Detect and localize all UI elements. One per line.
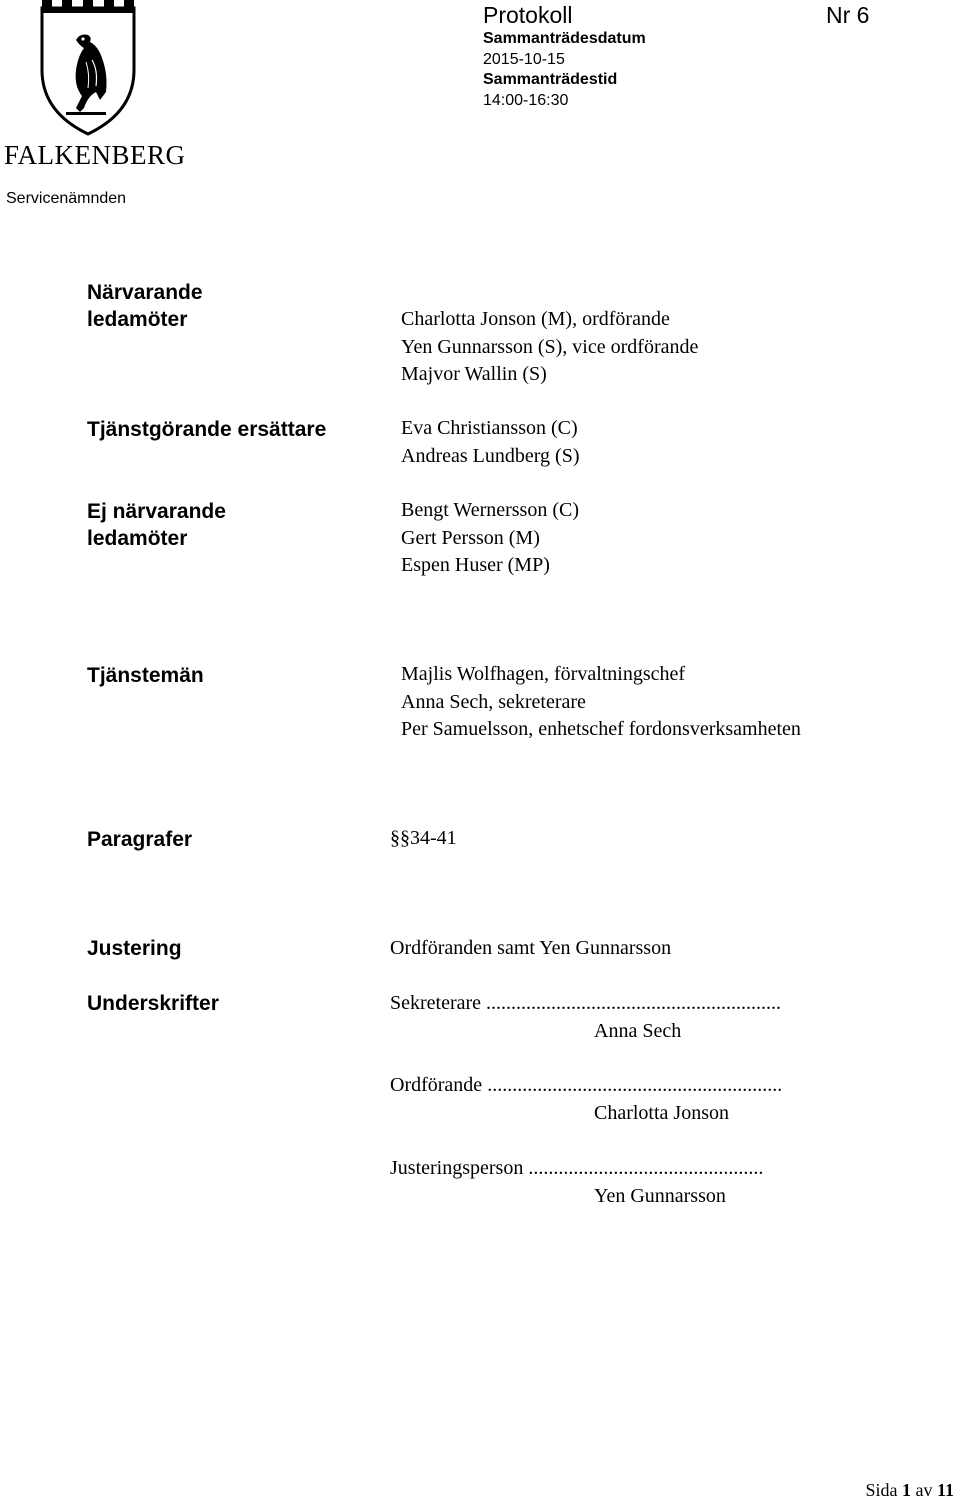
present-members-label: Närvarande ledamöter: [87, 281, 203, 331]
signature-role: Ordförande: [390, 1074, 483, 1096]
signature-name: Yen Gunnarsson: [594, 1185, 726, 1207]
signature-dots: ...........................................................: [486, 992, 782, 1014]
serving-substitutes-list: [401, 415, 579, 470]
paragraphs-value: §§34-41: [390, 827, 457, 849]
signatures-label: Underskrifter: [87, 992, 219, 1015]
signature-role: Justeringsperson: [390, 1157, 524, 1179]
document-title: Protokoll: [483, 2, 573, 28]
page-number: [865, 1480, 954, 1501]
municipality-name: FALKENBERG: [4, 140, 186, 170]
coat-of-arms-logo: [36, 0, 140, 136]
signature-line-secretary: [390, 990, 781, 1018]
list-item: Yen Gunnarsson (S), vice ordförande: [401, 335, 699, 358]
page-total: 11: [936, 1480, 954, 1500]
list-item: Per Samuelsson, enhetschef fordonsverksamheten: [401, 718, 801, 740]
list-item: Anna Sech, sekreterare: [401, 690, 586, 713]
document-number: Nr 6: [826, 2, 870, 28]
signature-line-adjuster: [390, 1155, 763, 1183]
present-members-list: [401, 306, 698, 389]
meeting-date-value: 2015-10-15: [483, 51, 565, 68]
list-item: Espen Huser (MP): [401, 554, 550, 576]
page-prefix: Sida: [865, 1480, 898, 1500]
meeting-time-value: 14:00-16:30: [483, 92, 569, 109]
list-item: Andreas Lundberg (S): [401, 444, 580, 467]
signature-dots: ...........................................................: [487, 1074, 783, 1096]
committee-name: Servicenämnden: [6, 190, 127, 207]
signature-name: Charlotta Jonson: [594, 1102, 729, 1124]
meeting-time-label: Sammanträdestid: [483, 71, 618, 88]
signature-name: Anna Sech: [594, 1020, 682, 1042]
absent-members-label: Ej närvarande ledamöter: [87, 500, 226, 550]
adjustment-label: Justering: [87, 937, 182, 960]
list-item: Charlotta Jonson (M), ordförande: [401, 308, 670, 330]
list-item: Majlis Wolfhagen, förvaltningschef: [401, 663, 686, 685]
page-current: 1: [901, 1480, 911, 1500]
list-item: Eva Christiansson (C): [401, 417, 578, 439]
officials-label: Tjänstemän: [87, 664, 204, 687]
signature-dots: ...............................................: [528, 1157, 764, 1179]
signature-role: Sekreterare: [390, 992, 482, 1014]
adjustment-value: Ordföranden samt Yen Gunnarsson: [390, 937, 672, 959]
list-item: Majvor Wallin (S): [401, 363, 547, 385]
absent-members-list: [401, 497, 579, 580]
list-item: Gert Persson (M): [401, 526, 540, 549]
meeting-date-label: Sammanträdesdatum: [483, 30, 646, 47]
page-sep: av: [915, 1480, 933, 1500]
signature-line-chair: [390, 1072, 782, 1100]
serving-substitutes-label: Tjänstgörande ersättare: [87, 418, 327, 441]
paragraphs-label: Paragrafer: [87, 828, 193, 851]
list-item: Bengt Wernersson (C): [401, 499, 579, 521]
officials-list: [401, 661, 801, 744]
